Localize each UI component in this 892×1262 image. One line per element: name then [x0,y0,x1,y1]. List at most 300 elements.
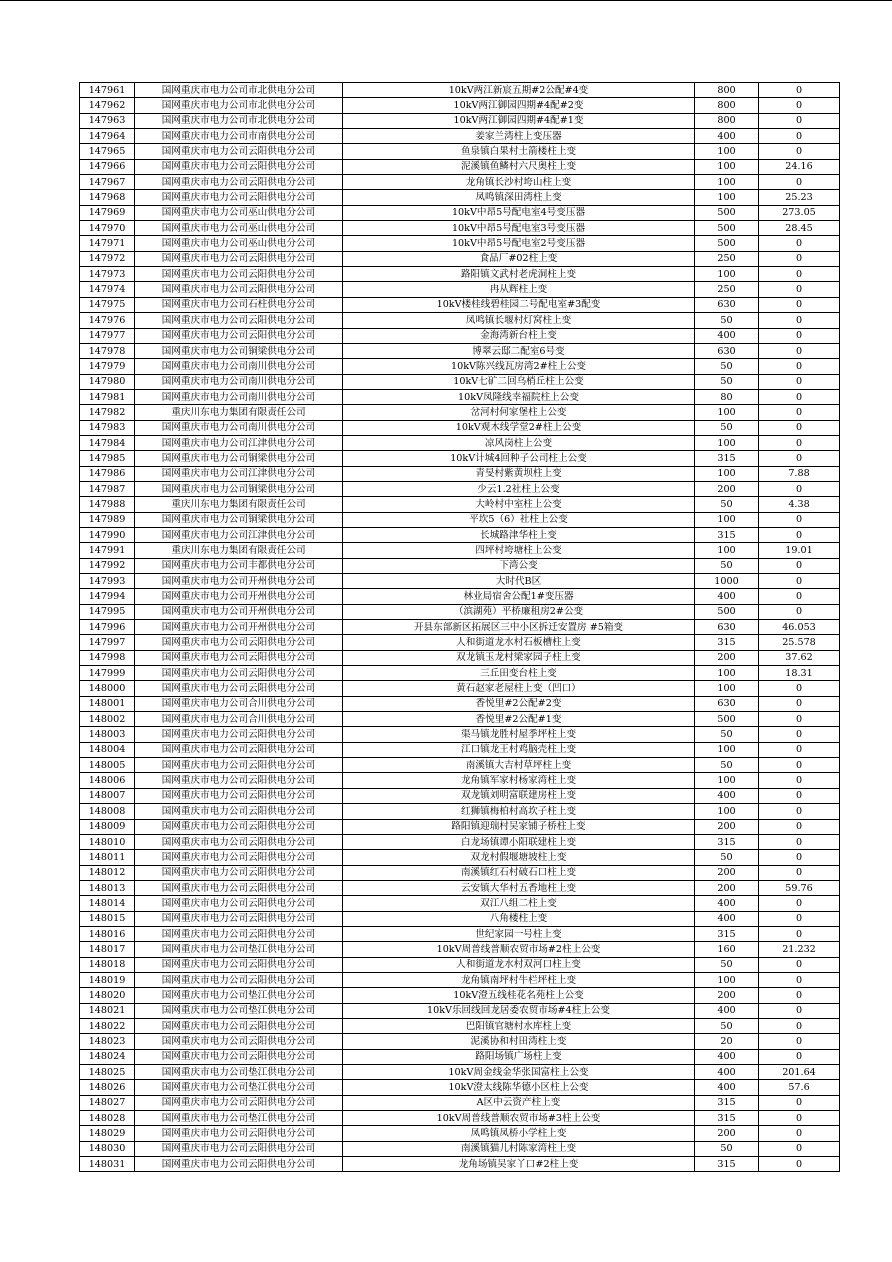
row-id-cell: 148029 [80,1126,135,1141]
transformer-name-cell: 人和街道龙水村石板槽柱上变 [343,635,695,650]
capacity-cell: 100 [695,681,759,696]
company-cell: 重庆川东电力集团有限责任公司 [135,543,343,558]
transformer-name-cell: 林业局宿舍公配1#变压器 [343,589,695,604]
row-id-cell: 147962 [80,98,135,113]
capacity-cell: 400 [695,911,759,926]
table-row [80,650,840,665]
load-cell: 0 [759,773,840,788]
company-cell: 国网重庆市电力公司市北供电分公司 [135,113,343,128]
table-row [80,988,840,1003]
capacity-cell: 400 [695,788,759,803]
row-id-cell: 147965 [80,144,135,159]
table-row [80,98,840,113]
row-id-cell: 148027 [80,1095,135,1110]
capacity-cell: 50 [695,957,759,972]
capacity-cell: 100 [695,972,759,987]
company-cell: 国网重庆市电力公司云阳供电分公司 [135,1018,343,1033]
capacity-cell: 315 [695,635,759,650]
transformer-name-cell: 10kV周普线普顺农贸市场#2柱上公变 [343,942,695,957]
table-row [80,865,840,880]
capacity-cell: 315 [695,1095,759,1110]
table-row [80,543,840,558]
company-cell: 国网重庆市电力公司市北供电分公司 [135,83,343,98]
company-cell: 国网重庆市电力公司云阳供电分公司 [135,650,343,665]
load-cell: 0 [759,144,840,159]
load-cell: 0 [759,359,840,374]
company-cell: 国网重庆市电力公司开州供电分公司 [135,604,343,619]
transformer-name-cell: 世纪家园一号柱上变 [343,926,695,941]
transformer-name-cell: 大岭村中室柱上公变 [343,497,695,512]
transformer-name-cell: 白龙场镇谭小阳联建柱上变 [343,834,695,849]
table-row [80,374,840,389]
load-cell: 0 [759,712,840,727]
company-cell: 国网重庆市电力公司云阳供电分公司 [135,972,343,987]
company-cell: 国网重庆市电力公司云阳供电分公司 [135,896,343,911]
capacity-cell: 50 [695,850,759,865]
company-cell: 国网重庆市电力公司云阳供电分公司 [135,328,343,343]
row-id-cell: 147997 [80,635,135,650]
transformer-name-cell: 10kV澄五线桂花名苑柱上公变 [343,988,695,1003]
capacity-cell: 500 [695,221,759,236]
row-id-cell: 148014 [80,896,135,911]
company-cell: 国网重庆市电力公司云阳供电分公司 [135,1049,343,1064]
transformer-name-cell: 凤鸣镇长堰村灯窝柱上变 [343,313,695,328]
transformer-name-cell: 三丘田变台柱上变 [343,666,695,681]
row-id-cell: 148008 [80,804,135,819]
capacity-cell: 250 [695,251,759,266]
transformer-name-cell: 下湾公变 [343,558,695,573]
row-id-cell: 147966 [80,159,135,174]
company-cell: 国网重庆市电力公司云阳供电分公司 [135,788,343,803]
row-id-cell: 148020 [80,988,135,1003]
table-row [80,343,840,358]
table-row [80,1034,840,1049]
row-id-cell: 147987 [80,481,135,496]
row-id-cell: 148021 [80,1003,135,1018]
capacity-cell: 50 [695,313,759,328]
company-cell: 国网重庆市电力公司巫山供电分公司 [135,236,343,251]
capacity-cell: 630 [695,297,759,312]
capacity-cell: 400 [695,129,759,144]
table-row [80,911,840,926]
transformer-name-cell: 冉从辉柱上变 [343,282,695,297]
capacity-cell: 315 [695,1157,759,1172]
company-cell: 国网重庆市电力公司市北供电分公司 [135,98,343,113]
table-row [80,420,840,435]
row-id-cell: 148005 [80,758,135,773]
table-row [80,574,840,589]
capacity-cell: 100 [695,804,759,819]
transformer-name-cell: 10kV乐回线回龙居委农贸市场#4柱上公变 [343,1003,695,1018]
transformer-name-cell: 龙角场镇吴家丫口#2柱上变 [343,1157,695,1172]
transformer-name-cell: 云安镇大华村五香地柱上变 [343,880,695,895]
capacity-cell: 200 [695,1126,759,1141]
company-cell: 国网重庆市电力公司垫江供电分公司 [135,1065,343,1080]
table-row [80,389,840,404]
row-id-cell: 147975 [80,297,135,312]
company-cell: 国网重庆市电力公司铜梁供电分公司 [135,343,343,358]
transformer-name-cell: 10kV陈兴线瓦房湾2#柱上公变 [343,359,695,374]
transformer-name-cell: 巴阳镇官塘村水库柱上变 [343,1018,695,1033]
capacity-cell: 50 [695,374,759,389]
table-row [80,957,840,972]
capacity-cell: 100 [695,175,759,190]
transformer-name-cell: 10kV两江新宸五期#2公配#4变 [343,83,695,98]
transformer-name-cell: （滨湖苑）平桥廉租房2#公变 [343,604,695,619]
capacity-cell: 630 [695,696,759,711]
capacity-cell: 50 [695,1141,759,1156]
table-row [80,221,840,236]
table-row [80,251,840,266]
capacity-cell: 50 [695,1018,759,1033]
capacity-cell: 100 [695,190,759,205]
company-cell: 国网重庆市电力公司铜梁供电分公司 [135,481,343,496]
row-id-cell: 148017 [80,942,135,957]
table-row [80,359,840,374]
transformer-name-cell: 长城路津华柱上变 [343,527,695,542]
company-cell: 国网重庆市电力公司云阳供电分公司 [135,159,343,174]
transformer-name-cell: 南溪镇红石村破石口柱上变 [343,865,695,880]
transformer-name-cell: 路阳镇文武村老虎洞柱上变 [343,267,695,282]
row-id-cell: 147964 [80,129,135,144]
table-row [80,742,840,757]
row-id-cell: 147979 [80,359,135,374]
load-cell: 201.64 [759,1065,840,1080]
row-id-cell: 147967 [80,175,135,190]
transformer-name-cell: 凤鸣镇凤桥小学柱上变 [343,1126,695,1141]
company-cell: 国网重庆市电力公司市南供电分公司 [135,129,343,144]
capacity-cell: 100 [695,159,759,174]
load-cell: 0 [759,604,840,619]
transformer-name-cell: 10kV周普线普顺农贸市场#3柱上公变 [343,1111,695,1126]
capacity-cell: 200 [695,865,759,880]
table-row [80,512,840,527]
capacity-cell: 50 [695,359,759,374]
load-cell: 0 [759,527,840,542]
table-row [80,804,840,819]
transformer-name-cell: 江口镇龙王村鸡脑壳柱上变 [343,742,695,757]
load-cell: 0 [759,819,840,834]
row-id-cell: 148022 [80,1018,135,1033]
capacity-cell: 100 [695,405,759,420]
row-id-cell: 148025 [80,1065,135,1080]
load-cell: 18.31 [759,666,840,681]
transformer-name-cell: 鱼泉镇白果村土箭楼柱上变 [343,144,695,159]
capacity-cell: 100 [695,267,759,282]
load-cell: 46.053 [759,620,840,635]
capacity-cell: 100 [695,435,759,450]
transformer-name-cell: 岔河村何家堡柱上公变 [343,405,695,420]
company-cell: 国网重庆市电力公司云阳供电分公司 [135,267,343,282]
table-row [80,527,840,542]
load-cell: 0 [759,175,840,190]
company-cell: 国网重庆市电力公司南川供电分公司 [135,359,343,374]
row-id-cell: 147971 [80,236,135,251]
load-cell: 0 [759,681,840,696]
load-cell: 0 [759,129,840,144]
table-row [80,236,840,251]
table-row [80,681,840,696]
load-cell: 28.45 [759,221,840,236]
company-cell: 国网重庆市电力公司江津供电分公司 [135,527,343,542]
row-id-cell: 148000 [80,681,135,696]
capacity-cell: 1000 [695,574,759,589]
transformer-name-cell: 10kV观木线学堂2#柱上公变 [343,420,695,435]
row-id-cell: 147961 [80,83,135,98]
transformer-name-cell: 龙角镇长沙村垮山柱上变 [343,175,695,190]
load-cell: 273.05 [759,205,840,220]
load-cell: 0 [759,1018,840,1033]
row-id-cell: 148006 [80,773,135,788]
load-cell: 0 [759,389,840,404]
load-cell: 0 [759,574,840,589]
page-top-rule [0,0,892,1]
table-row [80,620,840,635]
table-row [80,896,840,911]
company-cell: 国网重庆市电力公司云阳供电分公司 [135,1095,343,1110]
company-cell: 国网重庆市电力公司云阳供电分公司 [135,758,343,773]
transformer-name-cell: 泥溪镇鱼鳞村六尺奥柱上变 [343,159,695,174]
company-cell: 国网重庆市电力公司云阳供电分公司 [135,1034,343,1049]
capacity-cell: 400 [695,328,759,343]
load-cell: 0 [759,1126,840,1141]
load-cell: 0 [759,251,840,266]
table-row [80,880,840,895]
row-id-cell: 147992 [80,558,135,573]
row-id-cell: 147976 [80,313,135,328]
capacity-cell: 50 [695,420,759,435]
capacity-cell: 630 [695,620,759,635]
transformer-name-cell: 南溪镇猫儿村陈家湾柱上变 [343,1141,695,1156]
transformer-name-cell: 渠马镇龙胜村屋季坪柱上变 [343,727,695,742]
capacity-cell: 800 [695,98,759,113]
transformer-name-cell: 10kV凤隆线幸福院柱上公变 [343,389,695,404]
capacity-cell: 100 [695,512,759,527]
row-id-cell: 147982 [80,405,135,420]
load-cell: 57.6 [759,1080,840,1095]
table-row [80,712,840,727]
row-id-cell: 147969 [80,205,135,220]
load-cell: 0 [759,297,840,312]
table-row [80,1003,840,1018]
table-row [80,1018,840,1033]
row-id-cell: 148011 [80,850,135,865]
load-cell: 0 [759,405,840,420]
row-id-cell: 148031 [80,1157,135,1172]
load-cell: 0 [759,328,840,343]
company-cell: 国网重庆市电力公司云阳供电分公司 [135,819,343,834]
company-cell: 国网重庆市电力公司丰都供电分公司 [135,558,343,573]
table-row [80,850,840,865]
capacity-cell: 630 [695,343,759,358]
table-row [80,144,840,159]
company-cell: 国网重庆市电力公司垫江供电分公司 [135,942,343,957]
transformer-name-cell: 博翠云邸二配室6号变 [343,343,695,358]
company-cell: 国网重庆市电力公司开州供电分公司 [135,620,343,635]
load-cell: 0 [759,83,840,98]
load-cell: 24.16 [759,159,840,174]
load-cell: 0 [759,1141,840,1156]
transformer-name-cell: 双龙村假堰塘坡柱上变 [343,850,695,865]
table-row [80,942,840,957]
capacity-cell: 50 [695,758,759,773]
transformer-table [79,82,840,1172]
company-cell: 国网重庆市电力公司云阳供电分公司 [135,635,343,650]
load-cell: 0 [759,804,840,819]
table-row [80,819,840,834]
capacity-cell: 400 [695,896,759,911]
table-row [80,159,840,174]
row-id-cell: 148002 [80,712,135,727]
company-cell: 国网重庆市电力公司云阳供电分公司 [135,666,343,681]
capacity-cell: 200 [695,819,759,834]
capacity-cell: 500 [695,236,759,251]
company-cell: 国网重庆市电力公司江津供电分公司 [135,466,343,481]
company-cell: 国网重庆市电力公司云阳供电分公司 [135,190,343,205]
capacity-cell: 200 [695,880,759,895]
table-row [80,1157,840,1172]
company-cell: 国网重庆市电力公司合川供电分公司 [135,696,343,711]
load-cell: 7.88 [759,466,840,481]
load-cell: 0 [759,113,840,128]
company-cell: 国网重庆市电力公司云阳供电分公司 [135,1157,343,1172]
table-row [80,1111,840,1126]
capacity-cell: 200 [695,650,759,665]
row-id-cell: 148012 [80,865,135,880]
load-cell: 0 [759,1111,840,1126]
row-id-cell: 147990 [80,527,135,542]
table-row [80,313,840,328]
row-id-cell: 148009 [80,819,135,834]
row-id-cell: 147994 [80,589,135,604]
row-id-cell: 147972 [80,251,135,266]
table-row [80,666,840,681]
row-id-cell: 147978 [80,343,135,358]
company-cell: 国网重庆市电力公司云阳供电分公司 [135,773,343,788]
table-row [80,451,840,466]
row-id-cell: 147991 [80,543,135,558]
transformer-name-cell: 红狮镇梅柏村高坎子柱上变 [343,804,695,819]
transformer-name-cell: 路阳镇迎瑞村吴家铺子桥柱上变 [343,819,695,834]
table-row [80,589,840,604]
transformer-name-cell: 10kV七矿二回乌梢丘柱上公变 [343,374,695,389]
company-cell: 国网重庆市电力公司云阳供电分公司 [135,1141,343,1156]
transformer-name-cell: 10kV中昂5号配电室2号变压器 [343,236,695,251]
capacity-cell: 50 [695,727,759,742]
transformer-name-cell: 平坎5（6）社柱上公变 [343,512,695,527]
company-cell: 国网重庆市电力公司南川供电分公司 [135,389,343,404]
load-cell: 0 [759,1034,840,1049]
load-cell: 0 [759,1157,840,1172]
table-row [80,773,840,788]
transformer-name-cell: 食品厂#02柱上变 [343,251,695,266]
capacity-cell: 315 [695,527,759,542]
transformer-name-cell: 南溪镇大吉村草坪柱上变 [343,758,695,773]
load-cell: 19.01 [759,543,840,558]
table-row [80,558,840,573]
table-row [80,113,840,128]
row-id-cell: 148028 [80,1111,135,1126]
load-cell: 0 [759,267,840,282]
row-id-cell: 147974 [80,282,135,297]
transformer-name-cell: 10kV两江御园四期#4配#2变 [343,98,695,113]
transformer-name-cell: 凤鸣镇深田湾柱上变 [343,190,695,205]
company-cell: 国网重庆市电力公司垫江供电分公司 [135,1111,343,1126]
row-id-cell: 148004 [80,742,135,757]
company-cell: 国网重庆市电力公司云阳供电分公司 [135,144,343,159]
row-id-cell: 148023 [80,1034,135,1049]
table-row [80,1080,840,1095]
capacity-cell: 100 [695,773,759,788]
capacity-cell: 500 [695,205,759,220]
row-id-cell: 148018 [80,957,135,972]
capacity-cell: 400 [695,1065,759,1080]
company-cell: 国网重庆市电力公司南川供电分公司 [135,374,343,389]
capacity-cell: 20 [695,1034,759,1049]
company-cell: 国网重庆市电力公司巫山供电分公司 [135,205,343,220]
table-row [80,297,840,312]
load-cell: 0 [759,420,840,435]
table-row [80,696,840,711]
capacity-cell: 50 [695,497,759,512]
table-row [80,834,840,849]
transformer-name-cell: 双龙镇玉龙村梁家园子柱上变 [343,650,695,665]
row-id-cell: 148001 [80,696,135,711]
transformer-name-cell: 10kV两江御园四期#4配#1变 [343,113,695,128]
load-cell: 59.76 [759,880,840,895]
table-row [80,405,840,420]
row-id-cell: 147984 [80,435,135,450]
load-cell: 0 [759,435,840,450]
load-cell: 0 [759,1049,840,1064]
row-id-cell: 148015 [80,911,135,926]
transformer-name-cell: 开县东部新区拓展区三中小区拆迁安置房 #5箱变 [343,620,695,635]
load-cell: 0 [759,926,840,941]
load-cell: 0 [759,834,840,849]
load-cell: 0 [759,589,840,604]
transformer-name-cell: 四坪村垮塘柱上公变 [343,543,695,558]
load-cell: 0 [759,896,840,911]
company-cell: 国网重庆市电力公司开州供电分公司 [135,589,343,604]
load-cell: 0 [759,850,840,865]
table-row [80,129,840,144]
table-row [80,972,840,987]
capacity-cell: 100 [695,543,759,558]
load-cell: 0 [759,727,840,742]
load-cell: 0 [759,558,840,573]
row-id-cell: 147999 [80,666,135,681]
company-cell: 国网重庆市电力公司云阳供电分公司 [135,251,343,266]
capacity-cell: 500 [695,712,759,727]
company-cell: 国网重庆市电力公司云阳供电分公司 [135,880,343,895]
company-cell: 国网重庆市电力公司云阳供电分公司 [135,313,343,328]
table-row [80,466,840,481]
table-row [80,435,840,450]
company-cell: 国网重庆市电力公司南川供电分公司 [135,420,343,435]
transformer-name-cell: 双江八组二柱上变 [343,896,695,911]
table-row [80,727,840,742]
transformer-name-cell: 少云1.2社柱上公变 [343,481,695,496]
capacity-cell: 315 [695,834,759,849]
transformer-name-cell: 金海湾新台柱上变 [343,328,695,343]
load-cell: 0 [759,98,840,113]
company-cell: 重庆川东电力集团有限责任公司 [135,405,343,420]
company-cell: 国网重庆市电力公司云阳供电分公司 [135,865,343,880]
load-cell: 0 [759,236,840,251]
transformer-name-cell: 凉风岗柱上公变 [343,435,695,450]
capacity-cell: 315 [695,451,759,466]
load-cell: 0 [759,988,840,1003]
